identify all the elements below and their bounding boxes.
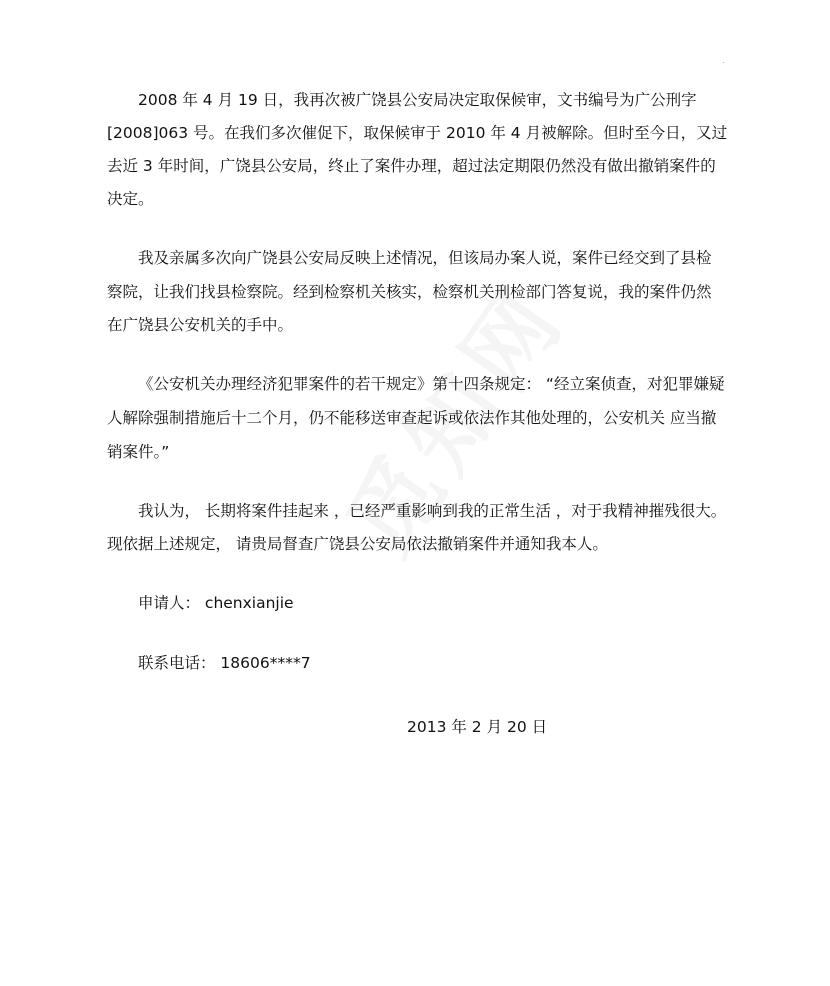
paragraph-1-line: 2008 年 4 月 19 日，我再次被广饶县公安局决定取保候审，文书编号为广公刑字 <box>138 91 697 109</box>
paragraph-3-line: 《公安机关办理经济犯罪案件的若干规定》第十四条规定： “经立案侦查，对犯罪嫌疑 <box>138 375 725 393</box>
paragraph-2-line: 我及亲属多次向广饶县公安局反映上述情况，但该局办案人说，案件已经交到了县检 <box>138 249 712 267</box>
paragraph-3-line: 人解除强制措施后十二个月，仍不能移送审查起诉或依法作其他处理的，公安机关 应当撤 <box>107 409 717 427</box>
paragraph-1-line: 决定。 <box>107 190 154 208</box>
paragraph-2-line: 在广饶县公安机关的手中。 <box>107 316 294 334</box>
paragraph-3-line: 销案件。” <box>107 443 170 461</box>
paragraph-4-line: 我认为， 长期将案件挂起来 ，已经严重影响到我的正常生活 ，对于我精神摧残很大。 <box>138 502 727 520</box>
paragraph-1-line: 去近 3 年时间，广饶县公安局，终止了案件办理，超过法定期限仍然没有做出撤销案件的 <box>107 157 716 175</box>
corner-mark: . <box>722 56 725 65</box>
date: 2013 年 2 月 20 日 <box>407 718 548 736</box>
paragraph-4-line: 现依据上述规定， 请贵局督查广饶县公安局依法撤销案件并通知我本人。 <box>107 535 608 553</box>
applicant: 申请人： chenxianjie <box>138 594 294 612</box>
phone: 联系电话： 18606****7 <box>138 654 311 672</box>
paragraph-2-line: 察院，让我们找县检察院。经到检察机关核实，检察机关刑检部门答复说，我的案件仍然 <box>107 283 712 301</box>
paragraph-1-line: [2008]063 号。在我们多次催促下，取保候审于 2010 年 4 月被解除。但时至今日，又过 <box>107 124 728 142</box>
